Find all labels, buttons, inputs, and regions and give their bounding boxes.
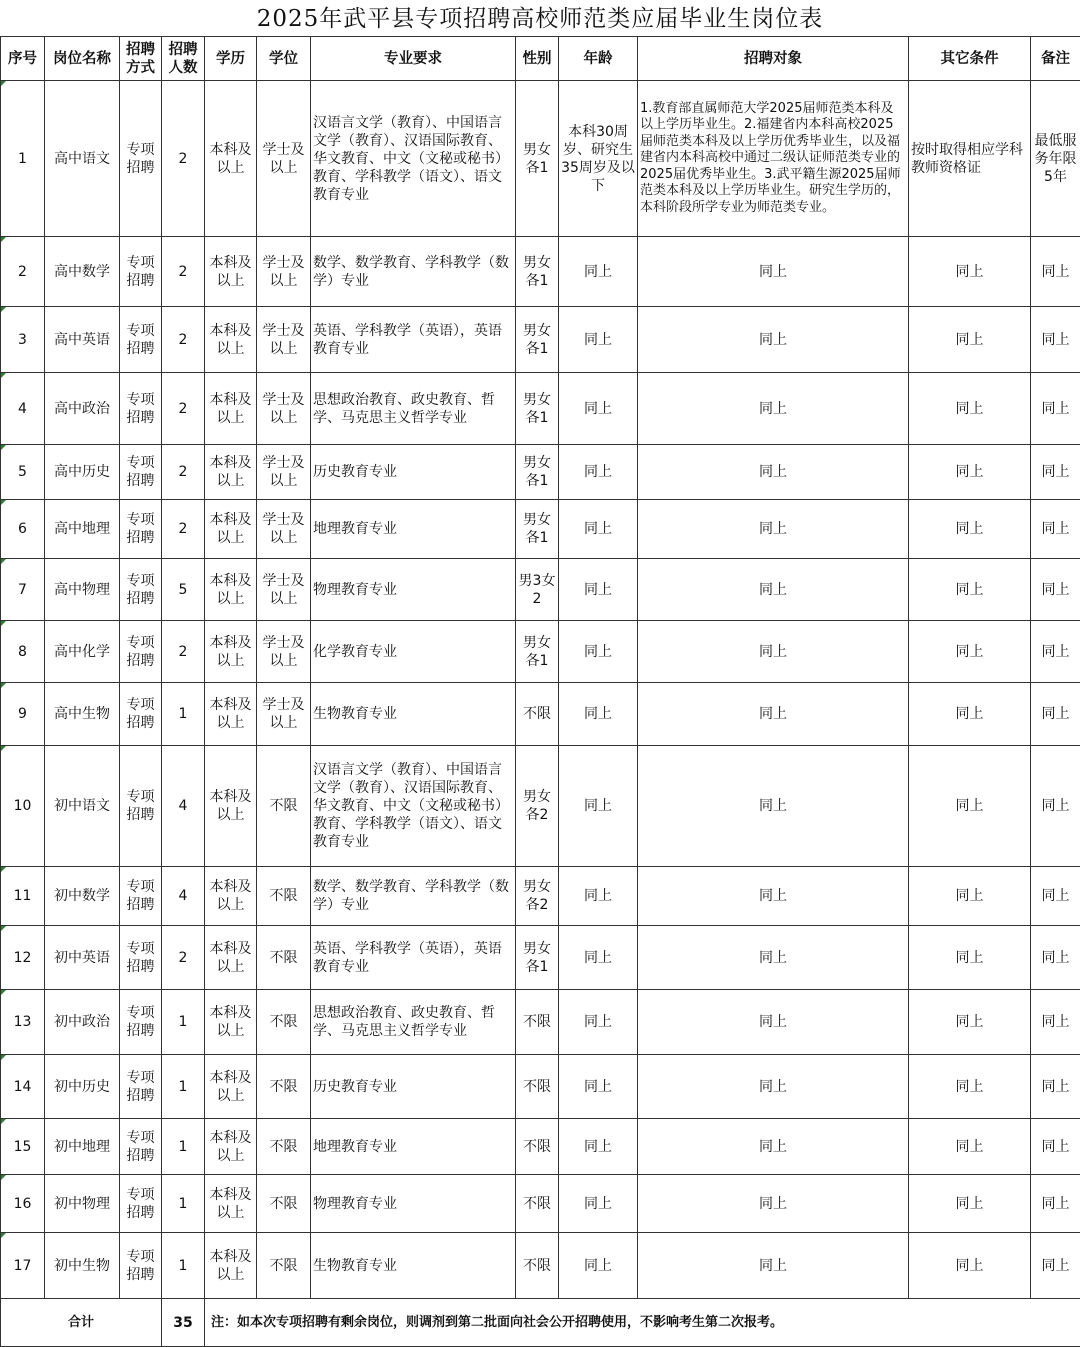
cell-age: 同上 (559, 1233, 638, 1299)
cell-method: 专项招聘 (120, 500, 162, 559)
cell-target: 同上 (638, 926, 909, 990)
cell-major: 历史教育专业 (311, 1055, 516, 1119)
cell-position: 高中物理 (45, 559, 120, 621)
cell-education: 本科及以上 (205, 1055, 257, 1119)
cell-remark: 同上 (1031, 307, 1080, 373)
cell-count: 2 (162, 500, 205, 559)
header-age: 年龄 (559, 37, 638, 81)
cell-degree: 不限 (257, 1055, 311, 1119)
cell-other: 按时取得相应学科教师资格证 (909, 81, 1031, 237)
cell-education: 本科及以上 (205, 559, 257, 621)
cell-count: 1 (162, 1175, 205, 1233)
cell-position: 高中生物 (45, 683, 120, 746)
cell-remark: 同上 (1031, 621, 1080, 683)
cell-age: 同上 (559, 373, 638, 445)
cell-position: 高中政治 (45, 373, 120, 445)
cell-seq: 15 (1, 1119, 45, 1175)
cell-other: 同上 (909, 1233, 1031, 1299)
cell-age: 同上 (559, 1175, 638, 1233)
cell-gender: 男女各1 (516, 500, 559, 559)
cell-position: 高中数学 (45, 237, 120, 307)
table-row (1, 1233, 1080, 1299)
cell-gender: 不限 (516, 1119, 559, 1175)
cell-count: 5 (162, 559, 205, 621)
cell-education: 本科及以上 (205, 307, 257, 373)
cell-position: 高中地理 (45, 500, 120, 559)
cell-age: 同上 (559, 1055, 638, 1119)
cell-count: 1 (162, 1055, 205, 1119)
cell-major: 地理教育专业 (311, 1119, 516, 1175)
cell-method: 专项招聘 (120, 1175, 162, 1233)
cell-target: 同上 (638, 621, 909, 683)
page-title: 2025年武平县专项招聘高校师范类应届毕业生岗位表 (0, 0, 1080, 36)
cell-position: 初中数学 (45, 867, 120, 926)
cell-count: 1 (162, 1119, 205, 1175)
cell-gender: 男女各1 (516, 926, 559, 990)
cell-degree: 不限 (257, 926, 311, 990)
cell-method: 专项招聘 (120, 1055, 162, 1119)
cell-method: 专项招聘 (120, 990, 162, 1055)
table-row (1, 81, 1080, 237)
cell-position: 初中地理 (45, 1119, 120, 1175)
cell-seq: 2 (1, 237, 45, 307)
header-education: 学历 (205, 37, 257, 81)
cell-gender: 不限 (516, 1175, 559, 1233)
table-row (1, 1175, 1080, 1233)
cell-gender: 不限 (516, 1233, 559, 1299)
cell-target: 同上 (638, 237, 909, 307)
table-row (1, 1055, 1080, 1119)
table-row (1, 621, 1080, 683)
cell-degree: 学士及以上 (257, 683, 311, 746)
table-row (1, 1119, 1080, 1175)
cell-method: 专项招聘 (120, 683, 162, 746)
cell-other: 同上 (909, 683, 1031, 746)
header-method: 招聘方式 (120, 37, 162, 81)
cell-method: 专项招聘 (120, 81, 162, 237)
cell-target: 同上 (638, 373, 909, 445)
cell-seq: 12 (1, 926, 45, 990)
header-position: 岗位名称 (45, 37, 120, 81)
cell-seq: 8 (1, 621, 45, 683)
cell-major: 地理教育专业 (311, 500, 516, 559)
table-row (1, 746, 1080, 867)
cell-seq: 16 (1, 1175, 45, 1233)
table-row (1, 559, 1080, 621)
cell-method: 专项招聘 (120, 559, 162, 621)
cell-seq: 4 (1, 373, 45, 445)
cell-target: 同上 (638, 1175, 909, 1233)
cell-other: 同上 (909, 373, 1031, 445)
cell-remark: 同上 (1031, 990, 1080, 1055)
cell-other: 同上 (909, 926, 1031, 990)
header-remark: 备注 (1031, 37, 1080, 81)
table-row (1, 237, 1080, 307)
cell-seq: 13 (1, 990, 45, 1055)
cell-age: 同上 (559, 746, 638, 867)
cell-method: 专项招聘 (120, 746, 162, 867)
cell-gender: 不限 (516, 990, 559, 1055)
cell-count: 1 (162, 990, 205, 1055)
cell-education: 本科及以上 (205, 746, 257, 867)
header-major: 专业要求 (311, 37, 516, 81)
cell-position: 初中语文 (45, 746, 120, 867)
cell-seq: 17 (1, 1233, 45, 1299)
cell-remark: 同上 (1031, 500, 1080, 559)
cell-position: 高中英语 (45, 307, 120, 373)
header-seq: 序号 (1, 37, 45, 81)
cell-other: 同上 (909, 746, 1031, 867)
cell-count: 2 (162, 237, 205, 307)
cell-position: 初中政治 (45, 990, 120, 1055)
cell-seq: 5 (1, 445, 45, 500)
cell-major: 数学、数学教育、学科教学（数学）专业 (311, 867, 516, 926)
cell-count: 2 (162, 307, 205, 373)
cell-degree: 不限 (257, 867, 311, 926)
cell-position: 高中化学 (45, 621, 120, 683)
header-gender: 性别 (516, 37, 559, 81)
cell-other: 同上 (909, 1119, 1031, 1175)
cell-seq: 9 (1, 683, 45, 746)
cell-major: 汉语言文学（教育）、中国语言文学（教育）、汉语国际教育、华文教育、中文（文秘或秘书）教育、学科教学（语文）、语文教育专业 (311, 81, 516, 237)
cell-remark: 同上 (1031, 1119, 1080, 1175)
cell-count: 2 (162, 373, 205, 445)
cell-degree: 学士及以上 (257, 445, 311, 500)
table-row (1, 307, 1080, 373)
table-row (1, 683, 1080, 746)
cell-method: 专项招聘 (120, 373, 162, 445)
cell-count: 4 (162, 867, 205, 926)
cell-count: 1 (162, 1233, 205, 1299)
cell-other: 同上 (909, 500, 1031, 559)
cell-education: 本科及以上 (205, 1119, 257, 1175)
cell-target: 同上 (638, 1233, 909, 1299)
cell-target: 同上 (638, 500, 909, 559)
table-row (1, 373, 1080, 445)
cell-gender: 不限 (516, 1055, 559, 1119)
cell-seq: 10 (1, 746, 45, 867)
cell-major: 英语、学科教学（英语），英语教育专业 (311, 307, 516, 373)
cell-other: 同上 (909, 1055, 1031, 1119)
table-row (1, 445, 1080, 500)
cell-method: 专项招聘 (120, 1119, 162, 1175)
cell-target: 同上 (638, 559, 909, 621)
cell-remark: 同上 (1031, 445, 1080, 500)
cell-gender: 男女各2 (516, 867, 559, 926)
header-degree: 学位 (257, 37, 311, 81)
cell-position: 高中历史 (45, 445, 120, 500)
cell-target: 同上 (638, 445, 909, 500)
cell-remark: 最低服务年限5年 (1031, 81, 1080, 237)
total-count: 35 (162, 1299, 205, 1347)
cell-gender: 男女各1 (516, 307, 559, 373)
cell-position: 高中语文 (45, 81, 120, 237)
cell-degree: 不限 (257, 1175, 311, 1233)
cell-seq: 1 (1, 81, 45, 237)
cell-age: 同上 (559, 1119, 638, 1175)
cell-remark: 同上 (1031, 683, 1080, 746)
cell-age: 同上 (559, 867, 638, 926)
cell-remark: 同上 (1031, 559, 1080, 621)
cell-education: 本科及以上 (205, 621, 257, 683)
positions-table (0, 36, 1080, 1347)
cell-age: 同上 (559, 500, 638, 559)
cell-other: 同上 (909, 445, 1031, 500)
cell-target: 同上 (638, 1055, 909, 1119)
table-row (1, 867, 1080, 926)
cell-education: 本科及以上 (205, 1175, 257, 1233)
cell-education: 本科及以上 (205, 81, 257, 237)
cell-seq: 14 (1, 1055, 45, 1119)
cell-major: 物理教育专业 (311, 1175, 516, 1233)
cell-position: 初中生物 (45, 1233, 120, 1299)
cell-degree: 学士及以上 (257, 621, 311, 683)
header-other: 其它条件 (909, 37, 1031, 81)
cell-major: 生物教育专业 (311, 683, 516, 746)
header-count: 招聘人数 (162, 37, 205, 81)
cell-education: 本科及以上 (205, 683, 257, 746)
cell-major: 数学、数学教育、学科教学（数学）专业 (311, 237, 516, 307)
cell-major: 物理教育专业 (311, 559, 516, 621)
cell-remark: 同上 (1031, 746, 1080, 867)
cell-gender: 男女各1 (516, 81, 559, 237)
cell-major: 英语、学科教学（英语），英语教育专业 (311, 926, 516, 990)
cell-target: 同上 (638, 307, 909, 373)
cell-education: 本科及以上 (205, 990, 257, 1055)
header-row (1, 37, 1080, 81)
cell-other: 同上 (909, 307, 1031, 373)
cell-age: 同上 (559, 990, 638, 1055)
total-row (1, 1299, 1080, 1347)
cell-method: 专项招聘 (120, 926, 162, 990)
cell-major: 思想政治教育、政史教育、哲学、马克思主义哲学专业 (311, 373, 516, 445)
cell-age: 同上 (559, 559, 638, 621)
cell-seq: 6 (1, 500, 45, 559)
cell-other: 同上 (909, 621, 1031, 683)
cell-education: 本科及以上 (205, 1233, 257, 1299)
cell-education: 本科及以上 (205, 500, 257, 559)
cell-degree: 不限 (257, 1119, 311, 1175)
cell-count: 2 (162, 81, 205, 237)
cell-degree: 不限 (257, 746, 311, 867)
cell-method: 专项招聘 (120, 307, 162, 373)
cell-degree: 学士及以上 (257, 81, 311, 237)
cell-education: 本科及以上 (205, 867, 257, 926)
cell-other: 同上 (909, 559, 1031, 621)
cell-education: 本科及以上 (205, 926, 257, 990)
cell-method: 专项招聘 (120, 237, 162, 307)
cell-degree: 学士及以上 (257, 373, 311, 445)
cell-age: 本科30周岁、研究生35周岁及以下 (559, 81, 638, 237)
cell-gender: 男3女2 (516, 559, 559, 621)
cell-other: 同上 (909, 237, 1031, 307)
cell-degree: 学士及以上 (257, 237, 311, 307)
cell-gender: 男女各2 (516, 746, 559, 867)
cell-degree: 不限 (257, 1233, 311, 1299)
cell-method: 专项招聘 (120, 621, 162, 683)
cell-seq: 7 (1, 559, 45, 621)
cell-method: 专项招聘 (120, 1233, 162, 1299)
cell-major: 生物教育专业 (311, 1233, 516, 1299)
table-row (1, 500, 1080, 559)
cell-age: 同上 (559, 445, 638, 500)
cell-age: 同上 (559, 683, 638, 746)
cell-remark: 同上 (1031, 373, 1080, 445)
cell-target: 同上 (638, 1119, 909, 1175)
cell-other: 同上 (909, 1175, 1031, 1233)
cell-position: 初中英语 (45, 926, 120, 990)
cell-gender: 不限 (516, 683, 559, 746)
cell-remark: 同上 (1031, 926, 1080, 990)
cell-remark: 同上 (1031, 867, 1080, 926)
cell-degree: 不限 (257, 990, 311, 1055)
cell-education: 本科及以上 (205, 237, 257, 307)
cell-remark: 同上 (1031, 1175, 1080, 1233)
cell-count: 4 (162, 746, 205, 867)
cell-position: 初中历史 (45, 1055, 120, 1119)
cell-count: 2 (162, 926, 205, 990)
cell-gender: 男女各1 (516, 373, 559, 445)
cell-other: 同上 (909, 867, 1031, 926)
cell-major: 化学教育专业 (311, 621, 516, 683)
cell-age: 同上 (559, 926, 638, 990)
cell-method: 专项招聘 (120, 867, 162, 926)
total-label: 合计 (1, 1299, 162, 1347)
cell-age: 同上 (559, 621, 638, 683)
cell-target: 同上 (638, 746, 909, 867)
cell-remark: 同上 (1031, 237, 1080, 307)
cell-remark: 同上 (1031, 1055, 1080, 1119)
cell-target: 同上 (638, 683, 909, 746)
cell-count: 1 (162, 683, 205, 746)
cell-seq: 11 (1, 867, 45, 926)
cell-seq: 3 (1, 307, 45, 373)
footer-note: 注：如本次专项招聘有剩余岗位，则调剂到第二批面向社会公开招聘使用，不影响考生第二次报考。 (205, 1299, 1080, 1347)
table-row (1, 926, 1080, 990)
cell-age: 同上 (559, 237, 638, 307)
cell-degree: 学士及以上 (257, 559, 311, 621)
cell-major: 汉语言文学（教育）、中国语言文学（教育）、汉语国际教育、华文教育、中文（文秘或秘书）教育、学科教学（语文）、语文教育专业 (311, 746, 516, 867)
cell-gender: 男女各1 (516, 237, 559, 307)
cell-age: 同上 (559, 307, 638, 373)
cell-method: 专项招聘 (120, 445, 162, 500)
cell-major: 历史教育专业 (311, 445, 516, 500)
cell-target: 同上 (638, 990, 909, 1055)
table-row (1, 990, 1080, 1055)
cell-remark: 同上 (1031, 1233, 1080, 1299)
cell-position: 初中物理 (45, 1175, 120, 1233)
cell-degree: 学士及以上 (257, 500, 311, 559)
cell-degree: 学士及以上 (257, 307, 311, 373)
cell-education: 本科及以上 (205, 373, 257, 445)
cell-education: 本科及以上 (205, 445, 257, 500)
cell-target: 1.教育部直属师范大学2025届师范类本科及以上学历毕业生。2.福建省内本科高校2025届师范类本科及以上学历优秀毕业生，以及福建省内本科高校中通过二级认证师范类专业的2025届优秀毕业生。3.武平籍生源2025届师范类本科及以上学历毕业生。研究生学历的，本科阶段所学专业为师范类专业。 (638, 81, 909, 237)
table-body (1, 81, 1080, 1299)
cell-major: 思想政治教育、政史教育、哲学、马克思主义哲学专业 (311, 990, 516, 1055)
cell-gender: 男女各1 (516, 621, 559, 683)
cell-target: 同上 (638, 867, 909, 926)
cell-gender: 男女各1 (516, 445, 559, 500)
header-target: 招聘对象 (638, 37, 909, 81)
cell-count: 2 (162, 445, 205, 500)
cell-other: 同上 (909, 990, 1031, 1055)
cell-count: 2 (162, 621, 205, 683)
